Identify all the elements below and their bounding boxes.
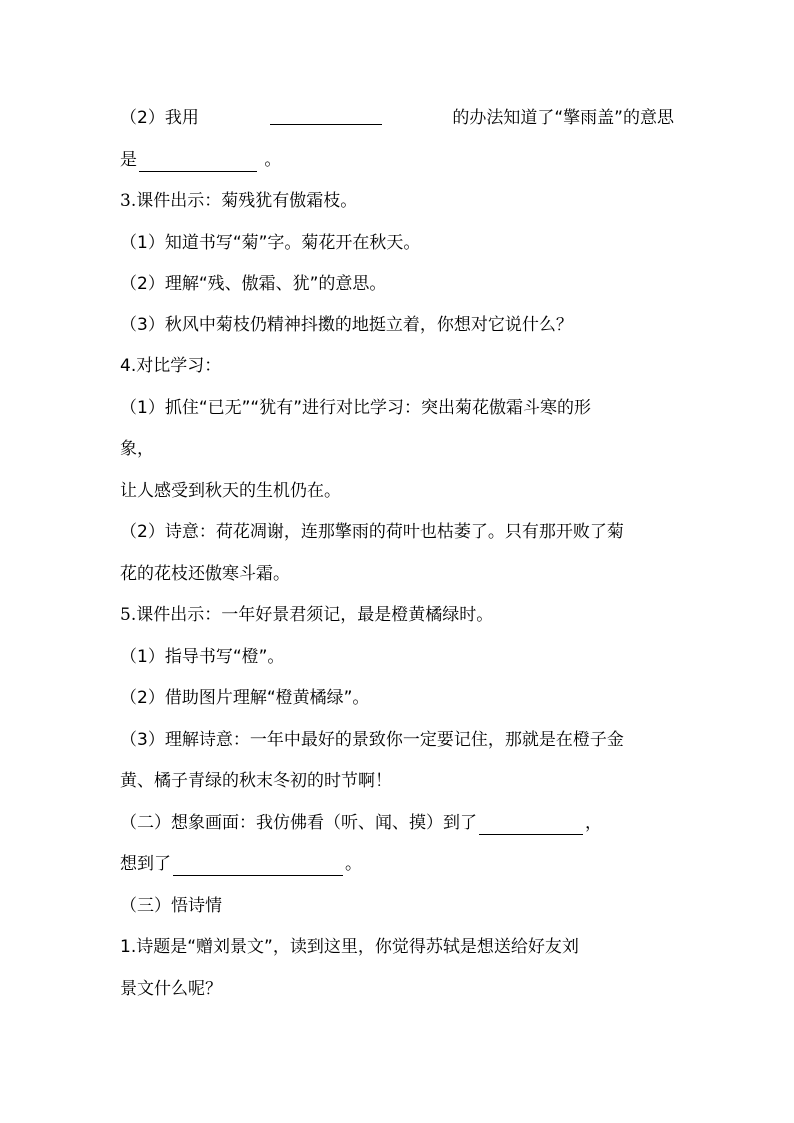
- section-three-title: （三）悟诗情: [120, 896, 222, 916]
- question-2-cont-prefix: 是: [120, 150, 137, 170]
- section-3-item-2: （2）理解“残、傲霜、犹”的意思。: [120, 274, 387, 294]
- section-3-item-3: （3）秋风中菊枝仍精神抖擞的地挺立着，你想对它说什么？: [120, 315, 573, 335]
- section-5-item-3: （3）理解诗意：一年中最好的景致你一定要记住，那就是在橙子金: [120, 730, 624, 750]
- imagine-scene-prefix: （二）想象画面：我仿佛看（听、闻、摸）到了: [120, 813, 477, 833]
- section-3-title: 3.课件出示：菊残犹有傲霜枝。: [120, 191, 358, 211]
- section-5-item-2: （2）借助图片理解“橙黄橘绿”。: [120, 688, 370, 708]
- section-4-item-1-cont: 象，: [120, 439, 154, 459]
- question-2-line: [120, 106, 674, 130]
- question-1: 1.诗题是“赠刘景文”，读到这里，你觉得苏轼是想送给好友刘: [120, 937, 579, 957]
- section-4-title: 4.对比学习：: [120, 356, 222, 376]
- section-5-item-3-cont: 黄、橘子青绿的秋末冬初的时节啊！: [120, 771, 392, 791]
- section-3-item-1: （1）知道书写“菊”字。菊花开在秋天。: [120, 233, 421, 253]
- section-5-item-1: （1）指导书写“橙”。: [120, 647, 285, 667]
- section-4-item-1-cont2: 让人感受到秋天的生机仍在。: [120, 481, 341, 501]
- question-1-cont: 景文什么呢？: [120, 979, 222, 999]
- question-2-prefix: （2）我用: [120, 108, 199, 128]
- section-5-title: 5.课件出示：一年好景君须记，最是橙黄橘绿时。: [120, 605, 494, 625]
- section-4-item-1: （1）抓住“已无”“犹有”进行对比学习：突出菊花傲霜斗寒的形: [120, 398, 592, 418]
- imagine-scene-line: [120, 811, 602, 835]
- section-4-item-2-cont: 花的花枝还傲寒斗霜。: [120, 564, 290, 584]
- section-4-item-2: （2）诗意：荷花凋谢，连那擎雨的荷叶也枯萎了。只有那开败了菊: [120, 522, 624, 542]
- answer-blank-method[interactable]: [270, 106, 382, 125]
- thought-suffix: 。: [345, 854, 362, 874]
- answer-blank-thought[interactable]: [173, 857, 343, 876]
- question-2-cont-suffix: 。: [264, 150, 282, 170]
- answer-blank-meaning[interactable]: [139, 153, 257, 172]
- imagine-scene-suffix: ，: [585, 813, 602, 833]
- question-2-suffix: 的办法知道了“擎雨盖”的意思: [452, 108, 674, 128]
- thought-prefix: 想到了: [120, 854, 171, 874]
- thought-line: [120, 852, 362, 876]
- answer-blank-sensed[interactable]: [479, 816, 583, 835]
- question-2-continuation: [120, 148, 281, 172]
